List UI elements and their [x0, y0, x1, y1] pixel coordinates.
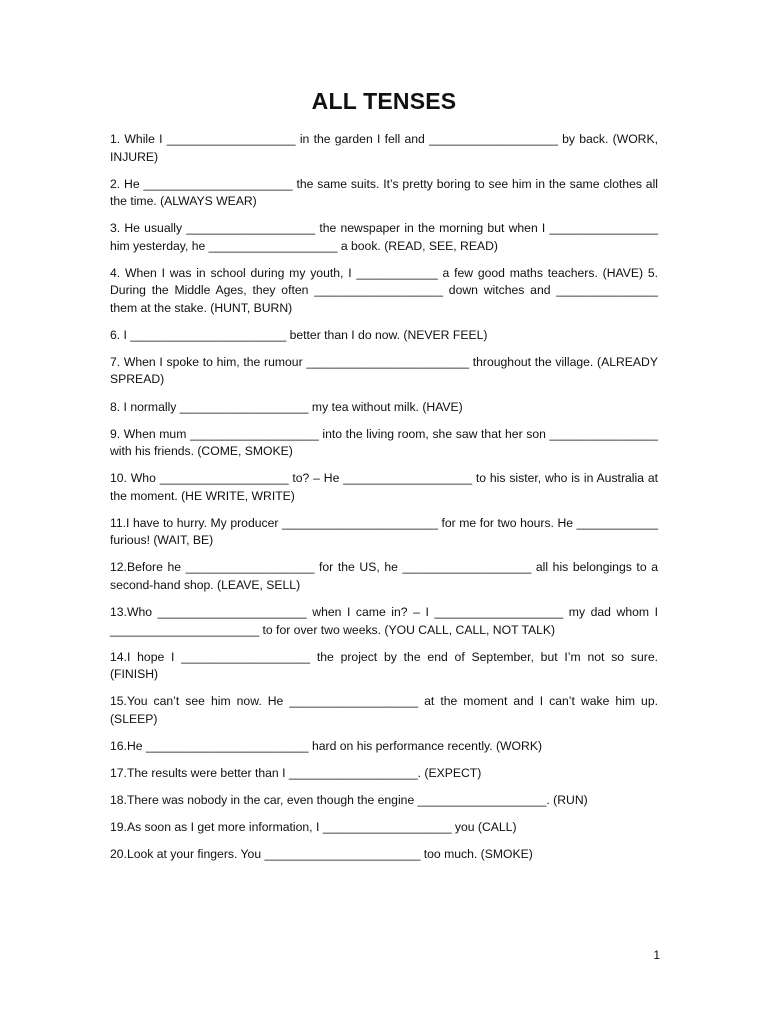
exercise-text: 9. When mum ___________________ into the living room, she saw that her son ________________ with his friends. (COME, SMOKE)	[110, 426, 658, 459]
exercise-item-18	[110, 792, 658, 810]
exercise-text: 13.Who ______________________ when I came in? – I ___________________ my dad whom I ______________________ to for over two weeks. (YOU CALL, CALL, NOT TALK)	[110, 605, 658, 637]
exercise-text: 12.Before he ___________________ for the US, he ___________________ all his belongings to a second-hand shop. (LEAVE, SELL)	[110, 560, 658, 592]
exercise-item-8	[110, 399, 658, 417]
exercise-item-10	[110, 470, 658, 505]
exercise-text: 2. He ______________________ the same suits. It’s pretty boring to see him in the same clothes all the time. (ALWAYS WEAR)	[110, 176, 658, 209]
exercise-item-4-5	[110, 265, 658, 318]
exercise-item-19	[110, 819, 658, 837]
exercise-text: 17.The results were better than I ___________________. (EXPECT)	[110, 765, 482, 780]
exercise-text: 15.You can’t see him now. He ___________________ at the moment and I can’t wake him up. (SLEEP)	[110, 694, 658, 726]
exercise-item-9	[110, 426, 658, 461]
page-number: 1	[653, 948, 660, 962]
exercise-text: 7. When I spoke to him, the rumour ________________________ throughout the village. (ALREADY SPREAD)	[110, 354, 658, 387]
page-title: ALL TENSES	[311, 88, 457, 114]
exercise-text: 14.I hope I ___________________ the project by the end of September, but I’m not so sure. (FINISH)	[110, 649, 658, 682]
exercise-item-11	[110, 515, 658, 550]
exercise-text: 8. I normally ___________________ my tea without milk. (HAVE)	[110, 399, 463, 414]
exercise-text: 16.He ________________________ hard on his performance recently. (WORK)	[110, 738, 543, 753]
exercise-item-14	[110, 649, 658, 684]
exercise-item-3	[110, 220, 658, 255]
exercise-text: 11.I have to hurry. My producer _______________________ for me for two hours. He ____________ furious! (WAIT, BE)	[110, 515, 658, 548]
exercise-text: 3. He usually ___________________ the newspaper in the morning but when I ________________ him yesterday, he ___________________ a book. (READ, SEE, READ)	[110, 221, 658, 253]
exercise-text: 4. When I was in school during my youth, I ____________ a few good maths teachers. (HAVE) 5. During the Middle Ages, they often ___________________ down witches and _______________ them at the stake. (HUNT, BURN)	[110, 265, 658, 315]
exercise-item-1	[110, 131, 658, 166]
exercise-item-12	[110, 559, 658, 594]
exercise-item-13	[110, 604, 658, 639]
exercise-item-16	[110, 738, 658, 756]
exercise-item-6	[110, 327, 658, 345]
exercise-text: 1. While I ___________________ in the garden I fell and ___________________ by back. (WORK, INJURE)	[110, 132, 658, 164]
exercise-item-17	[110, 765, 658, 783]
exercise-text: 10. Who ___________________ to? – He ___________________ to his sister, who is in Australia at the moment. (HE WRITE, WRITE)	[110, 471, 658, 503]
exercise-text: 18.There was nobody in the car, even though the engine ___________________. (RUN)	[110, 793, 588, 807]
exercise-item-7	[110, 354, 658, 389]
exercise-item-2	[110, 176, 658, 211]
exercise-text: 19.As soon as I get more information, I ___________________ you (CALL)	[110, 820, 517, 835]
exercise-item-15	[110, 693, 658, 728]
exercise-list	[110, 131, 658, 873]
exercise-text: 20.Look at your fingers. You _______________________ too much. (SMOKE)	[110, 847, 533, 862]
exercise-item-20	[110, 846, 658, 864]
exercise-text: 6. I _______________________ better than I do now. (NEVER FEEL)	[110, 327, 488, 342]
